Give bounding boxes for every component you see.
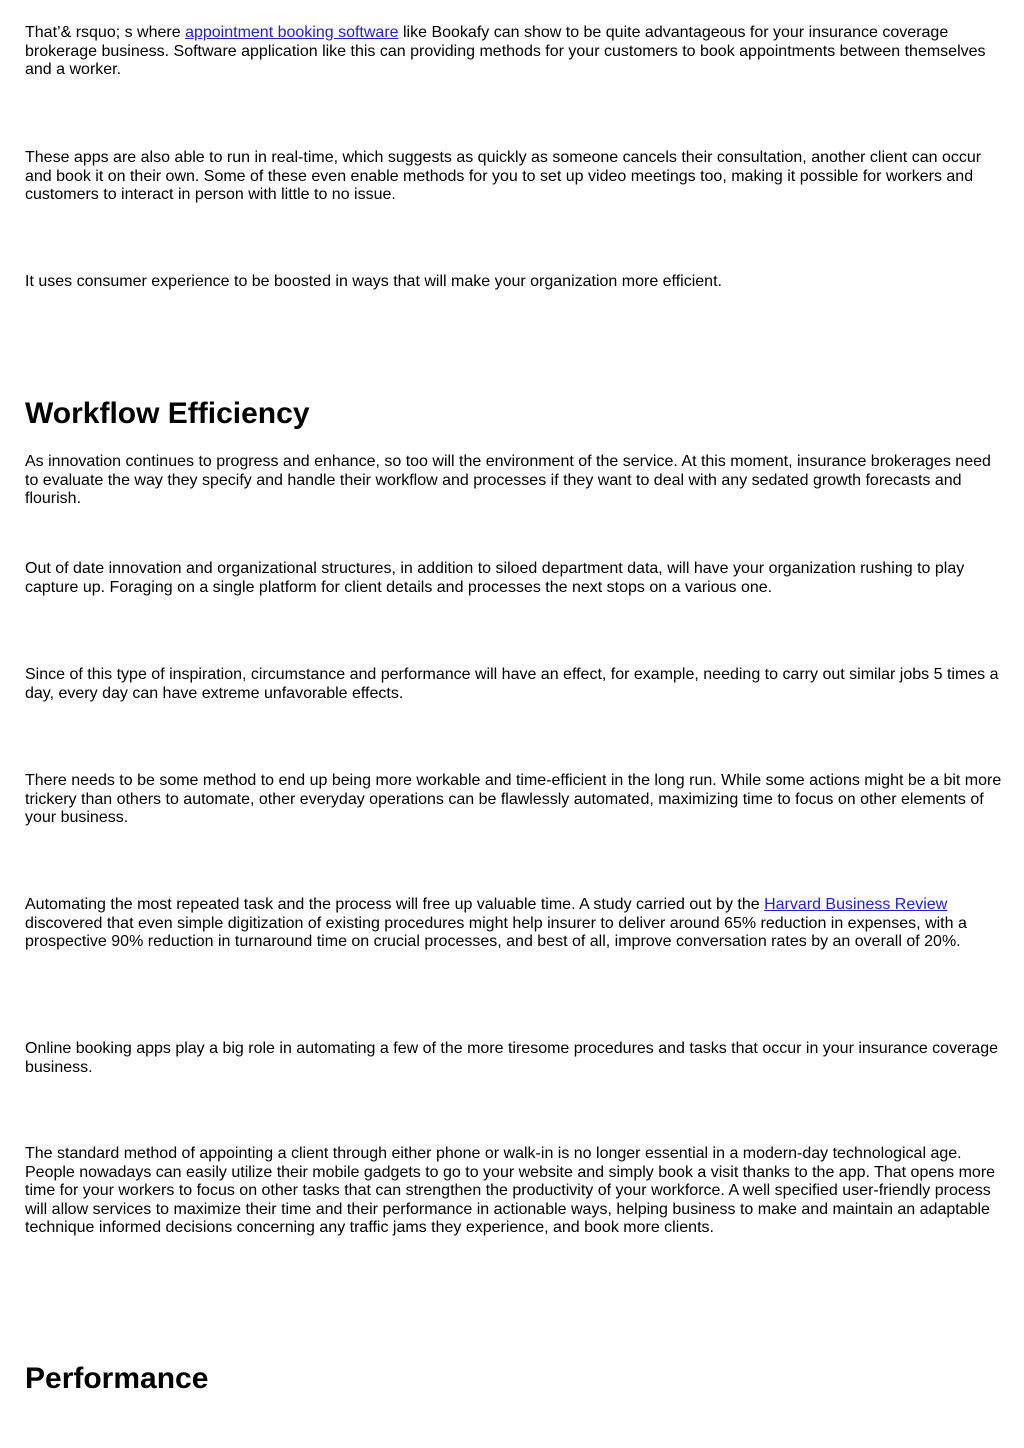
paragraph-automating [25,896,1003,952]
paragraph-workable: There needs to be some method to end up being more workable and time-efficient in the long run. While some actions might be a bit more trickery than others to automate, other everyday operations can be flawlessly automated, maximizing time to focus on other elements of your business. [25,772,1002,827]
paragraph-intro [25,24,1003,80]
heading-workflow-efficiency: Workflow Efficiency [25,397,310,430]
paragraph-automating-text-after: discovered that even simple digitization of existing procedures might help insurer to deliver around 65% reduction in expenses, with a prospective 90% reduction in turnaround time on crucial processes, and best of all, improve conversation rates by an overall of 20%. [25,914,967,951]
paragraph-innovation: As innovation continues to progress and enhance, so too will the environment of the service. At this moment, insurance brokerages need to evaluate the way they specify and handle their workflow and processes if they want to deal with any sedated growth forecasts and flourish. [25,453,991,508]
paragraph-outdated-innovation: Out of date innovation and organizational structures, in addition to siloed department data, will have your organization rushing to play capture up. Foraging on a single platform for client details and processes the next stops on a various one. [25,560,965,596]
paragraph-automating-text-before: Automating the most repeated task and the process will free up valuable time. A study carried out by the [25,896,765,913]
paragraph-realtime: These apps are also able to run in real-time, which suggests as quickly as someone cancels their consultation, another client can occur and book it on their own. Some of these even enable methods for you to set up video meetings too, making it possible for workers and customers to interact in person with little to no issue. [25,149,982,204]
harvard-business-review-link[interactable]: Harvard Business Review [764,896,948,913]
heading-performance: Performance [25,1362,209,1395]
paragraph-standard-method: The standard method of appointing a client through either phone or walk-in is no longer essential in a modern-day technological age. People nowadays can easily utilize their mobile gadgets to go to your website and simply book a visit thanks to the app. That opens more time for your workers to focus on other tasks that can strengthen the productivity of your workforce. A well specified user-friendly process will allow services to maximize their time and their performance in actionable ways, helping business to make and maintain an adaptable technique informed decisions concerning any traffic jams they experience, and book more clients. [25,1145,996,1237]
paragraph-intro-text-after: like Bookafy can show to be quite advantageous for your insurance coverage brokerage business. Software application like this can providing methods for your customers to book appointments between themselves and a worker. [25,24,986,79]
paragraph-intro-text-before: That’& rsquo; s where [25,24,186,41]
paragraph-consumer-experience: It uses consumer experience to be boosted in ways that will make your organization more efficient. [25,273,722,290]
paragraph-inspiration: Since of this type of inspiration, circumstance and performance will have an effect, for example, needing to carry out similar jobs 5 times a day, every day can have extreme unfavorable effects. [25,666,999,702]
paragraph-online-booking: Online booking apps play a big role in automating a few of the more tiresome procedures and tasks that occur in your insurance coverage business. [25,1040,998,1076]
appointment-booking-software-link[interactable]: appointment booking software [185,24,399,41]
